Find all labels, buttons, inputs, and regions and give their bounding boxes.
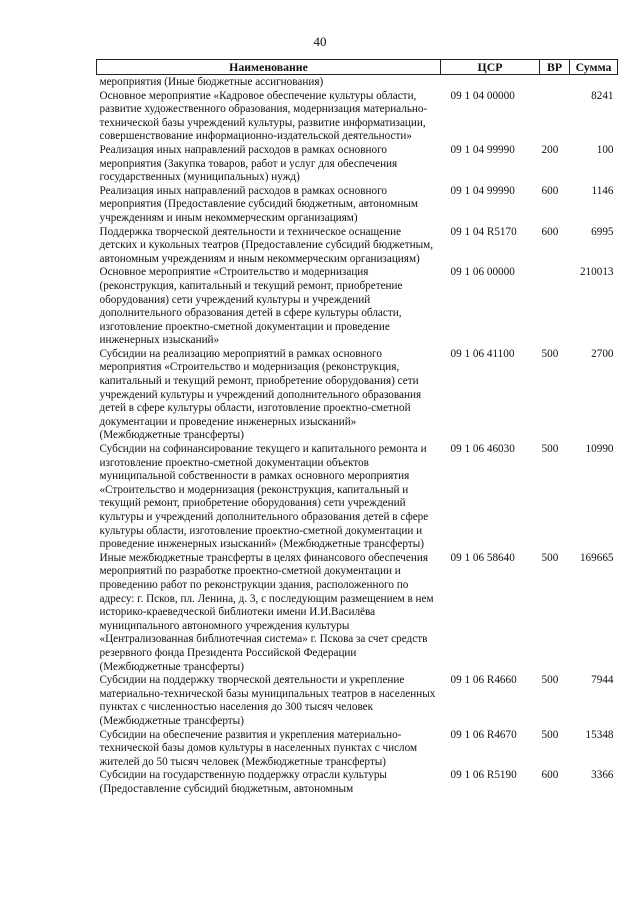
- row-name: Субсидии на обеспечение развития и укрепления материально-технической базы домов культуры в населенных пунктах с числом жителей до 50 тысяч человек (Межбюджетные трансферты): [99, 728, 418, 768]
- row-sum: 210013: [579, 266, 614, 279]
- row-name: Субсидии на реализацию мероприятий в рамках основного мероприятия «Строительство и модернизация (реконструкция, капитальный и текущий ремонт, приобретение оборудования) сети учреждений культуры и учреждений дополнительного образования детей в сфере культуры области, изготовление проектно-сметной документации и проведение инженерных изысканий» (Межбюджетные трансферты): [99, 347, 422, 442]
- row-vr: 600: [541, 184, 559, 197]
- header-vr: ВР: [540, 60, 570, 75]
- header-name: Наименование: [97, 60, 441, 75]
- row-name: Реализация иных направлений расходов в рамках основного мероприятия (Предоставление субсидий бюджетным, автономным учреждениям и иным некоммерческим организациям): [99, 184, 418, 224]
- table-header-row: [97, 60, 618, 75]
- row-name: Основное мероприятие «Кадровое обеспечение культуры области, развитие художественного образования, модернизация материально-технической базы учреждений культуры, развитие информатизации, совершенствование информационно-издательской деятельности»: [99, 89, 428, 143]
- row-sum: 7944: [591, 674, 614, 687]
- row-csr: [441, 75, 540, 90]
- row-sum: 1146: [591, 184, 614, 197]
- row-sum: 2700: [591, 347, 614, 360]
- row-sum: 3366: [591, 769, 614, 782]
- row-name: мероприятия (Иные бюджетные ассигнования): [99, 76, 324, 88]
- row-sum: 100: [596, 143, 614, 156]
- row-sum: [570, 75, 618, 90]
- row-csr: 09 1 06 46030: [450, 443, 515, 456]
- table-row: [97, 266, 618, 348]
- header-sum: Сумма: [570, 60, 618, 75]
- row-name: Основное мероприятие «Строительство и модернизация (реконструкция, капитальный и текущий ремонт, приобретение оборудования) сети учреждений культуры и учреждений дополнительного образования детей в сфере культуры области, изготовление проектно-сметной документации и проведение инженерных изысканий»: [99, 266, 403, 347]
- row-vr: 600: [541, 769, 559, 782]
- row-sum: 8241: [591, 89, 614, 102]
- row-vr: 500: [541, 728, 559, 741]
- row-csr: 09 1 04 00000: [450, 89, 515, 102]
- row-sum: 15348: [585, 728, 614, 741]
- row-csr: 09 1 04 99990: [450, 143, 515, 156]
- row-vr: 500: [541, 674, 559, 687]
- page-number: 40: [313, 34, 327, 49]
- header-csr: ЦСР: [441, 60, 540, 75]
- row-vr: 500: [541, 551, 559, 564]
- row-vr: 500: [541, 443, 559, 456]
- table-row: [97, 443, 618, 552]
- row-vr: [540, 90, 570, 144]
- row-csr: 09 1 06 41100: [450, 347, 515, 360]
- row-name: Реализация иных направлений расходов в рамках основного мероприятия (Закупка товаров, работ и услуг для обеспечения государственных (муниципальных) нужд): [99, 143, 398, 184]
- budget-table: [96, 59, 618, 796]
- row-csr: 09 1 06 R4670: [450, 728, 517, 741]
- table-row: [97, 769, 618, 796]
- row-vr: 500: [541, 347, 559, 360]
- row-name: Иные межбюджетные трансферты в целях финансового обеспечения мероприятий по разработке проектно-сметной документации и проведению работ по реконструкции здания, расположенного по адресу: г. Псков, пл. Ленина, д. 3, с последующим размещением в нем историко-краеведческой библиотеки имени И.И.Василёва муниципального автономного учреждения культуры «Централизованная библиотечная система» г. Пскова за счет средств резервного фонда Президента Российской Федерации (Межбюджетные трансферты): [99, 551, 434, 673]
- row-sum: 169665: [579, 551, 614, 564]
- table-row: [97, 185, 618, 226]
- row-csr: 09 1 06 R4660: [450, 674, 517, 687]
- row-name: Субсидии на государственную поддержку отрасли культуры (Предоставление субсидий бюджетным, автономным: [99, 769, 387, 795]
- row-vr: [540, 75, 570, 90]
- row-vr: 200: [541, 143, 559, 156]
- table-row: [97, 348, 618, 443]
- table-row: [97, 75, 618, 90]
- row-csr: 09 1 06 58640: [450, 551, 515, 564]
- row-csr: 09 1 06 R5190: [450, 769, 517, 782]
- table-row: [97, 226, 618, 267]
- table-row: [97, 552, 618, 674]
- table-row: [97, 90, 618, 144]
- row-vr: [540, 266, 570, 348]
- table-row: [97, 674, 618, 728]
- row-sum: 10990: [585, 443, 614, 456]
- row-name: Субсидии на поддержку творческой деятельности и укрепление материально-технической базы муниципальных театров в населенных пунктах с численностью населения до 300 тысяч человек (Межбюджетные трансферты): [99, 674, 436, 727]
- row-vr: 600: [541, 225, 559, 238]
- row-csr: 09 1 04 R5170: [450, 225, 517, 238]
- row-sum: 6995: [591, 225, 614, 238]
- table-row: [97, 729, 618, 770]
- row-csr: 09 1 04 99990: [450, 184, 515, 197]
- table-row: [97, 144, 618, 185]
- row-csr: 09 1 06 00000: [450, 266, 515, 279]
- row-name: Поддержка творческой деятельности и техническое оснащение детских и кукольных театров (Предоставление субсидий бюджетным, автономным учреждениям и иным некоммерческим организациям): [99, 225, 433, 265]
- row-name: Субсидии на софинансирование текущего и капитального ремонта и изготовление проектно-сметной документации объектов муниципальной собственности в рамках основного мероприятия «Строительство и модернизация (реконструкция, капитальный и текущий ремонт, приобретение оборудования) сети учреждений культуры и учреждений дополнительного образования детей в сфере культуры области, изготовление проектно-сметной документации и проведение инженерных изысканий» (Межбюджетные трансферты): [99, 443, 429, 551]
